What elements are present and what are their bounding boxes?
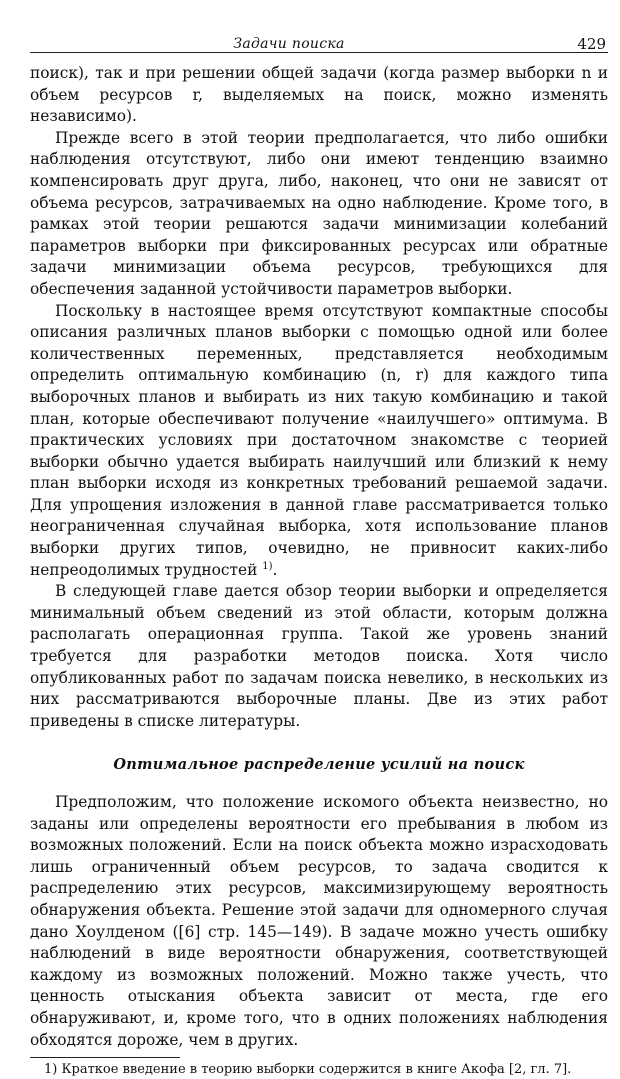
- running-header: [30, 28, 608, 53]
- section-heading: Оптимальное распределение усилий на поиск: [113, 756, 525, 774]
- footnote: [30, 1061, 608, 1079]
- footnote-reference: 1: [262, 560, 269, 572]
- footnote-divider: [30, 1057, 180, 1058]
- paragraph-3-text: Поскольку в настоящее время отсутствуют компактные способы описания различных планов выборки с помощью одной или более количественных переменных, представляется необходимым определить оптимальную комбинацию (n, r) для каждого типа выборочных планов и выбирать из них такую комбинацию и такой план, которые обеспечивают получение «наилучшего» оптимума. В практических условиях при достаточном знакомстве с теорией выборки обычно удается выбирать наилучший или близкий к нему план выборки исходя из конкретных требований решаемой задачи. Для упрощения изложения в данной главе рассматривается только неограниченная случайная выборка, хотя использование планов выборки других типов, очевидно, не привносит каких-либо непреодолимых трудностей: [30, 301, 608, 579]
- section-paragraph: Предположим, что положение искомого объекта неизвестно, но заданы или определены вероятности его пребывания в любом из возможных положений. Если на поиск объекта можно израсходовать лишь ограниченный объем ресурсов, то задача сводится к распределению этих ресурсов, максимизирующему вероятность обнаружения объекта. Решение этой задачи для одномерного случая дано Хоулденом ([6] стр. 145—149). В задаче можно учесть ошибку наблюдений в виде вероятности обнаружения, соответствующей каждому из возможных положений. Можно также учесть, что ценность отыскания объекта зависит от места, где его обнаруживают, и, кроме того, что в одних положениях наблюдения обходятся дороже, чем в других.: [30, 793, 608, 1049]
- paragraph-3-end: .: [272, 560, 278, 579]
- paragraph-3: Поскольку в настоящее время отсутствуют компактные способы описания различных планов выборки с помощью одной или более количественных переменных, представляется необходимым определить оптимальную комбинацию (n, r) для каждого типа выборочных планов и выбирать из них такую комбинацию и такой план, которые обеспечивают получение «наилучшего» оптимума. В практических условиях при достаточном знакомстве с теорией выборки обычно удается выбирать наилучший или близкий к нему план выборки исходя из конкретных требований решаемой задачи. Для упрощения изложения в данной главе рассматривается только неограниченная случайная выборка, хотя использование планов выборки других типов, очевидно, не привносит каких-либо непреодолимых трудностей $^{1)}$.: [30, 301, 608, 579]
- paragraph-2: Прежде всего в этой теории предполагается, что либо ошибки наблюдения отсутствуют, либо они имеют тенденцию взаимно компенсировать друг друга, либо, наконец, что они не зависят от объема ресурсов, затрачиваемых на одно наблюдение. Кроме того, в рамках этой теории решаются задачи минимизации колебаний параметров выборки при фиксированных ресурсах или обратные задачи минимизации объема ресурсов, требующихся для обеспечения заданной устойчивости параметров выборки.: [30, 128, 608, 298]
- page-number: 429: [577, 35, 606, 53]
- footnote-text: Краткое введение в теорию выборки содержится в книге Акофа [2, гл. 7].: [61, 1062, 572, 1078]
- paragraph-4: В следующей главе дается обзор теории выборки и определяется минимальный объем сведений из этой области, которым должна располагать операционная группа. Такой же уровень знаний требуется для разработки методов поиска. Хотя число опубликованных работ по задачам поиска невелико, в нескольких из них рассматриваются выборочные планы. Две из этих работ приведены в списке литературы.: [30, 582, 608, 730]
- body-text: [30, 63, 608, 1079]
- running-title: Задачи поиска: [233, 36, 345, 52]
- book-page: [30, 28, 608, 1078]
- paragraph-1: поиск), так и при решении общей задачи (когда размер выборки n и объем ресурсов r, выделяемых на поиск, можно изменять независимо).: [30, 64, 608, 126]
- footnote-marker: 1): [44, 1062, 58, 1078]
